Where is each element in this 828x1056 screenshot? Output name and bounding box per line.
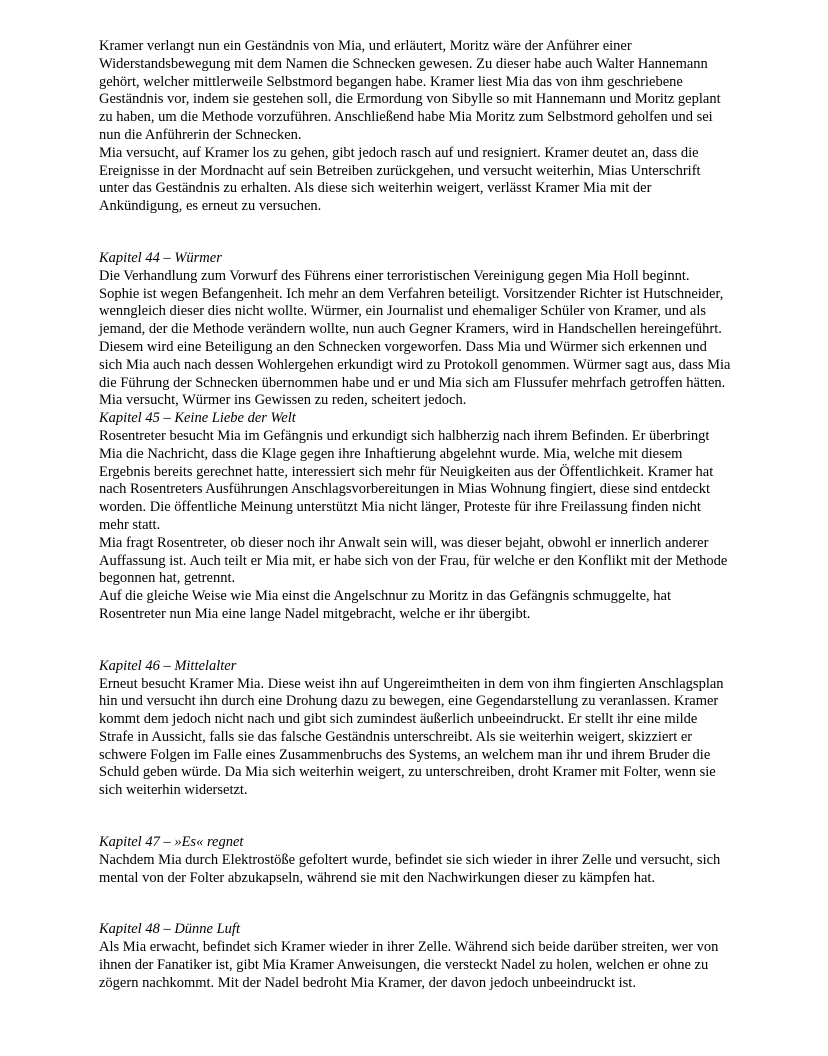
chapter-46-section: [99, 658, 731, 800]
chapter-47-section: [99, 834, 731, 887]
intro-paragraph-2: Mia versucht, auf Kramer los zu gehen, gibt jedoch rasch auf und resigniert. Kramer deutet an, dass die Ereignisse in der Mordnacht auf sein Betreiben zurückgehen, und versucht weiterhin, Mias Unterschrift unter das Geständnis zu erhalten. Als diese sich weiterhin weigert, verlässt Kramer Mia mit der Ankündigung, es erneut zu versuchen.: [99, 144, 701, 215]
chapter-48-section: [99, 921, 731, 992]
section-spacer: [99, 887, 731, 921]
chapter-46-heading: Kapitel 46 – Mittelalter: [99, 657, 237, 674]
chapter-48-paragraph-1: Als Mia erwacht, befindet sich Kramer wieder in ihrer Zelle. Während sich beide darüber streiten, wer von ihnen der Fanatiker ist, gibt Mia Kramer Anweisungen, die versteckt Nadel zu holen, welchen er ohne zu zögern nachkommt. Mit der Nadel bedroht Mia Kramer, der davon jedoch unbeeindruckt ist.: [99, 939, 719, 991]
chapter-44-heading: Kapitel 44 – Würmer: [99, 249, 222, 266]
intro-paragraph-1: Kramer verlangt nun ein Geständnis von Mia, und erläutert, Moritz wäre der Anführer einer Widerstandsbewegung mit dem Namen die Schnecken gewesen. Zu dieser habe auch Walter Hannemann gehört, welcher mittlerweile Selbstmord begangen habe. Kramer liest Mia das von ihm geschriebene Geständnis vor, indem sie gestehen soll, die Ermordung von Sibylle so mit Hannemann und Moritz geplant zu haben, um die Methode vorzuführen. Anschließend habe Mia Moritz zum Selbstmord geholfen und sei nun die Anführerin der Schnecken.: [99, 38, 721, 143]
chapter-47-heading: Kapitel 47 – »Es« regnet: [99, 834, 244, 851]
chapter-45-section: [99, 410, 731, 624]
chapter-45-paragraph-2: Mia fragt Rosentreter, ob dieser noch ihr Anwalt sein will, was dieser bejaht, obwohl er innerlich anderer Auffassung ist. Auch teilt er Mia mit, er habe sich von der Frau, für welche er den Konflikt mit der Methode begonnen hat, getrennt.: [99, 534, 728, 587]
section-spacer: [99, 216, 731, 250]
chapter-48-heading: Kapitel 48 – Dünne Luft: [99, 921, 240, 938]
chapter-45-paragraph-3: Auf die gleiche Weise wie Mia einst die Angelschnur zu Moritz in das Gefängnis schmuggelte, hat Rosentreter nun Mia eine lange Nadel mitgebracht, welche er ihr übergibt.: [99, 588, 671, 622]
chapter-47-paragraph-1: Nachdem Mia durch Elektrostöße gefoltert wurde, befindet sie sich wieder in ihrer Zelle und versucht, sich mental von der Folter abzukapseln, während sie mit den Nachwirkungen dieser zu kämpfen hat.: [99, 851, 721, 886]
chapter-45-paragraph-1: Rosentreter besucht Mia im Gefängnis und erkundigt sich halbherzig nach ihrem Befinden. Er überbringt Mia die Nachricht, dass die Klage gegen ihre Inhaftierung abgelehnt wurde. Mia, welche mit diesem Ergebnis bereits gerechnet hatte, interessiert sich mehr für Neuigkeiten aus der Öffentlichkeit. Kramer hat nach Rosentreters Ausführungen Anschlagsvorbereitungen in Mias Wohnung fingiert, diese sind entdeckt worden. Die öffentliche Meinung unterstützt Mia nicht länger, Proteste für ihre Freilassung finden nicht mehr statt.: [99, 427, 714, 533]
section-spacer: [99, 800, 731, 834]
chapter-45-heading: Kapitel 45 – Keine Liebe der Welt: [99, 410, 296, 427]
section-spacer: [99, 624, 731, 658]
document-page: [99, 38, 731, 993]
chapter-46-paragraph-1: Erneut besucht Kramer Mia. Diese weist ihn auf Ungereimtheiten in dem von ihm fingierten Anschlagsplan hin und versucht ihn durch eine Drohung dazu zu bewegen, eine Gegendarstellung zu veranlassen. Kramer kommt dem jedoch nicht nach und gibt sich zumindest äußerlich unbeeindruckt. Er stellt ihr eine milde Strafe in Aussicht, falls sie das falsche Geständnis unterschreibt. Als sie weiterhin weigert, skizziert er schwere Folgen im Falle eines Zusammenbruchs des Systems, an welchem man ihr und ihrem Bruder die Schuld geben würde. Da Mia sich weiterhin weigert, zu unterschreiben, droht Kramer mit Folter, wenn sie sich weiterhin widersetzt.: [99, 675, 724, 799]
chapter-44-paragraph-1: Die Verhandlung zum Vorwurf des Führens einer terroristischen Vereinigung gegen Mia Holl beginnt. Sophie ist wegen Befangenheit. Ich mehr an dem Verfahren beteiligt. Vorsitzender Richter ist Hutschneider, wenngleich dieser dies nicht wollte. Würmer, ein Journalist und ehemaliger Schüler von Kramer, und als jemand, der die Methode verändern wollte, nun auch Gegner Kramers, wird in Handschellen hereingeführt. Diesem wird eine Beteiligung an den Schnecken vorgeworfen. Dass Mia und Würmer sich erkennen und sich Mia auch nach dessen Wohlergehen erkundigt wird zu Protokoll genommen. Würmer sagt aus, dass Mia die Führung der Schnecken übernommen habe und er und Mia sich am Flussufer mehrfach getroffen hätten. Mia versucht, Würmer ins Gewissen zu reden, scheitert jedoch.: [99, 267, 731, 409]
chapter-44-section: [99, 250, 731, 410]
intro-section: [99, 38, 731, 216]
